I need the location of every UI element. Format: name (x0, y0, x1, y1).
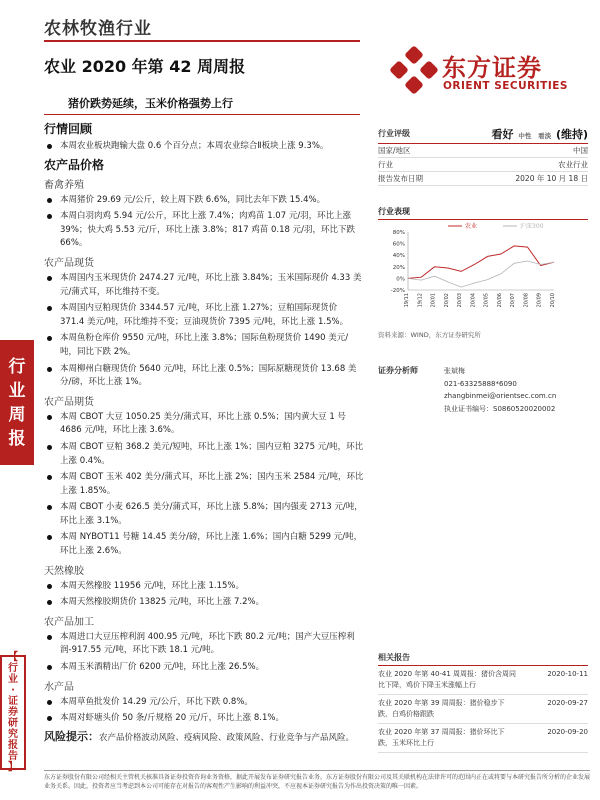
aqua-heading: 水产品 (44, 681, 74, 693)
side-tab2-char: 告 (8, 751, 18, 762)
list-item: 本周 CBOT 大豆 1050.25 美分/蒲式耳，环比上涨 0.5%；国内黄大豆 1 号 4686 元/吨，环比上涨 3.6%。 (44, 411, 364, 438)
company-logo (388, 40, 588, 104)
spot-heading: 农产品现货 (44, 257, 94, 269)
legend-label: 农业 (465, 223, 478, 230)
x-tick-label: 20/04 (470, 293, 477, 308)
rating-table (378, 124, 588, 186)
list-item: 本周 CBOT 玉米 402 美分/蒲式耳，环比上涨 2%；国内玉米 2584 元/吨，环比上涨 1.85%。 (44, 471, 364, 498)
report-subtitle: 猪价跌势延续，玉米价格强势上行 (68, 97, 233, 110)
price-heading: 农产品价格 (44, 157, 105, 172)
related-heading: 相关报告 (378, 652, 588, 666)
related-report-date: 2020-09-20 (547, 728, 588, 736)
industry-performance-chart (378, 222, 588, 322)
x-tick-label: 20/06 (496, 293, 503, 308)
list-item: 本周柳州白糖现货价 5640 元/吨，环比上涨 0.5%；国际原糖现货价 13.68 美分/磅，环比上涨 1%。 (44, 363, 364, 390)
list-item: 本周国内豆粕现货价 3344.57 元/吨，环比上涨 1.27%；豆粕国际现货价 371.4 美元/吨，环比维持不变；豆油现货价 7395 元/吨，环比上涨 1.5%。 (44, 302, 364, 329)
x-tick-label: 20/09 (536, 293, 543, 308)
x-tick-label: 20/03 (457, 293, 464, 308)
review-heading: 行情回顾 (44, 122, 93, 136)
y-tick-label: 60% (392, 241, 405, 248)
list-item: 本周猪价 29.69 元/公斤，较上周下跌 6.6%，同比去年下跌 15.4%。 (44, 194, 364, 208)
x-tick-label: 19/12 (417, 293, 424, 308)
report-title: 农业 2020 年第 42 周周报 (44, 57, 246, 76)
spot-list (44, 272, 364, 390)
rating-group (492, 126, 588, 142)
risk-note (44, 730, 364, 745)
related-report-title: 农业 2020 年第 37 周周报：猪价环比下跌，玉米环比上行 (378, 728, 505, 747)
list-item: 本周 NYBOT11 号糖 14.45 美分/磅，环比上涨 1.6%；国内白糖 5299 元/吨，环比上涨 2.6%。 (44, 531, 364, 558)
info-value: 中国 (573, 146, 588, 155)
side-tab2-char: 报 (8, 740, 18, 751)
risk-text: 农产品价格波动风险、疫病风险、政策风险、行业竞争与产品风险。 (99, 732, 355, 743)
futures-list (44, 411, 364, 559)
disclaimer-footer: 东方证券股份有限公司经相关主管机关核准具备证券投资咨询业务资格，据此开展发布证券研究报告业务。东方证券股份有限公司及其关联机构在法律许可的范围内正在或将要与本研究报告所分析的企业发展业务关系。因此，投资者应当考虑到本公司可能存在对报告的客观性产生影响的利益冲突，不应视本证券研究报告为作出投资决策的唯一因素。 (44, 770, 590, 791)
analyst-phone: 021-63325888*6090 (444, 379, 517, 388)
orient-logo-icon (390, 46, 438, 94)
list-item: 本周 CBOT 豆粕 368.2 美元/短吨，环比上涨 1%；国内豆粕 3275 元/吨，环比上涨 0.4%。 (44, 441, 364, 468)
x-tick-label: 20/08 (523, 293, 530, 308)
main-content (44, 118, 364, 745)
livestock-heading: 畜禽养殖 (44, 179, 84, 191)
list-item: 本周鱼粉仓库价 9550 元/吨，环比上涨 3.8%；国际鱼粉现货价 1490 美元/吨，同比下跌 2%。 (44, 332, 364, 359)
list-item: 本周 CBOT 小麦 626.5 美分/蒲式耳，环比上涨 5.8%；国内强麦 2713 元/吨，环比上涨 3.1%。 (44, 501, 364, 528)
processing-heading: 农产品加工 (44, 616, 94, 628)
review-item: 本周农业板块跑输大盘 0.6 个百分点；本周农业综合Ⅱ板块上涨 9.3%。 (44, 140, 364, 154)
side-tab-char: 行 (8, 356, 26, 377)
sector-divider (44, 40, 360, 42)
related-report-item[interactable] (378, 666, 588, 695)
rating-info-row (378, 172, 588, 186)
sector-label: 农林牧渔行业 (44, 19, 152, 39)
list-item: 本周国内玉米现货价 2474.27 元/吨，环比上涨 3.84%；玉米国际现价 4.33 美元/蒲式耳，环比维持不变。 (44, 272, 364, 299)
related-report-date: 2020-10-11 (547, 670, 588, 678)
rating-row (378, 124, 588, 144)
related-report-date: 2020-09-27 (547, 699, 588, 707)
side-tab2-char: 证 (8, 696, 18, 707)
y-tick-label: -20% (390, 288, 405, 294)
related-report-item[interactable] (378, 695, 588, 724)
aqua-list (44, 696, 364, 726)
rating-info-row (378, 158, 588, 172)
analyst-email[interactable]: zhangbinmei@orientsec.com.cn (444, 392, 557, 400)
x-tick-label: 20/10 (550, 293, 556, 308)
y-tick-label: 80% (392, 230, 405, 236)
review-list (44, 140, 364, 154)
info-value: 农业行业 (558, 160, 588, 169)
rubber-list (44, 580, 364, 610)
analyst-label: 证券分析师 (378, 366, 418, 375)
processing-list (44, 631, 364, 675)
info-value: 2020 年 10 月 18 日 (515, 174, 588, 183)
x-tick-label: 20/05 (483, 293, 490, 308)
rating-info-row (378, 144, 588, 158)
analyst-info (444, 365, 556, 415)
rating-label: 行业评级 (378, 129, 410, 138)
x-tick-label: 20/07 (510, 293, 517, 308)
side-tab2-char: 研 (8, 718, 18, 729)
logo-text-en: ORIENT SECURITIES (443, 80, 568, 92)
list-item: 本周天然橡胶 11956 元/吨，环比上涨 1.15%。 (44, 580, 364, 594)
side-tab2-char: 】 (8, 762, 18, 773)
list-item: 本周白羽肉鸡 5.94 元/公斤，环比上涨 7.4%；肉鸡苗 1.07 元/羽，环比上涨 39%；快大鸡 5.53 元/斤，环比上涨 3.8%；817 鸡苗 0.18 元/羽，环比下跌 66%。 (44, 210, 364, 251)
x-tick-label: 19/11 (404, 293, 410, 308)
y-tick-label: 40% (392, 253, 405, 260)
list-item: 本周玉米酒精出厂价 6200 元/吨，环比上涨 26.5%。 (44, 661, 364, 675)
side-tab-char: 业 (8, 380, 26, 401)
y-tick-label: 20% (392, 264, 405, 271)
rating-status: (维持) (555, 127, 588, 141)
related-report-item[interactable] (378, 724, 588, 753)
info-key: 报告发布日期 (378, 174, 423, 183)
side-tab2-char: 券 (8, 707, 18, 718)
side-tab2-char: 行 (8, 663, 18, 674)
subtitle-divider (44, 114, 360, 115)
side-tab2-char: · (11, 685, 15, 696)
info-key: 行业 (378, 160, 393, 169)
related-report-title: 农业 2020 年第 40-41 周周报：猪价含周同比下降，鸡价下降玉米涨幅上行 (378, 670, 517, 689)
y-tick-label: 0% (396, 276, 405, 283)
side-tab-char: 报 (8, 428, 26, 449)
side-tab2-char: 业 (8, 674, 18, 685)
side-tab-char: 周 (8, 404, 26, 425)
series-line-csi300 (408, 261, 554, 287)
related-report-title: 农业 2020 年第 39 周周报：猪价稳步下跌，白鸡价格跟跌 (378, 699, 505, 718)
analyst-name: 张斌梅 (444, 367, 465, 375)
rating-value: 看好 (491, 127, 514, 141)
side-tab2-char: 【 (8, 652, 18, 663)
list-item: 本周草鱼批发价 14.29 元/公斤，环比下跌 0.8%。 (44, 696, 364, 710)
futures-heading: 农产品期货 (44, 396, 94, 408)
livestock-list (44, 194, 364, 251)
logo-text-cn: 东方证券 (442, 54, 542, 82)
rating-option-neutral: 中性 (518, 131, 532, 140)
list-item: 本周进口大豆压榨利润 400.95 元/吨，环比下跌 80.2 元/吨；国产大豆压榨利润-917.55 元/吨，环比下跌 18.1 元/吨。 (44, 631, 364, 658)
x-tick-label: 20/02 (443, 293, 450, 308)
list-item: 本周对虾塘头价 50 条/斤规格 20 元/斤，环比上涨 8.1%。 (44, 712, 364, 726)
side-tab2-char: 究 (8, 729, 18, 740)
legend-label: 沪深300 (520, 223, 544, 230)
side-tab-research (0, 652, 26, 773)
rubber-heading: 天然橡胶 (44, 565, 84, 577)
info-key: 国家/地区 (378, 146, 411, 155)
risk-label: 风险提示： (44, 729, 99, 743)
analyst-cert: 执业证书编号：S0860520020002 (444, 404, 556, 413)
chart-title: 行业表现 (378, 206, 588, 220)
rating-option-negative: 看淡 (538, 131, 552, 140)
related-reports (378, 652, 588, 753)
side-tab-weekly (0, 340, 34, 465)
list-item: 本周天然橡胶期货价 13825 元/吨，环比上涨 7.2%。 (44, 596, 364, 610)
x-tick-label: 20/01 (430, 293, 437, 308)
chart-source: 资料来源：WIND，东方证券研究所 (378, 331, 481, 339)
